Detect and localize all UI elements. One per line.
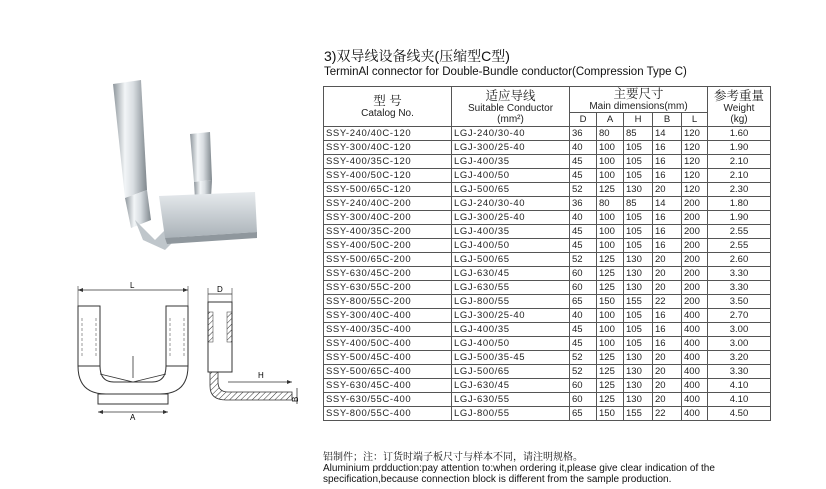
dim-D-cell: 65 [570, 295, 597, 309]
dim-A-cell: 100 [597, 155, 624, 169]
catalog-cell: SSY-400/35C-400 [324, 323, 452, 337]
dim-B-cell: 14 [653, 197, 682, 211]
weight-cell: 3.00 [708, 337, 771, 351]
catalog-cell: SSY-400/50C-400 [324, 337, 452, 351]
header-conductor-en: Suitable Conductor [467, 102, 554, 114]
header-dim-L: L [682, 113, 708, 127]
dim-D-cell: 52 [570, 365, 597, 379]
conductor-cell: LGJ-500/35-45 [452, 351, 570, 365]
section-title-en: TerminAl connector for Double-Bundle conductor(Compression Type C) [324, 66, 687, 78]
weight-cell: 2.70 [708, 309, 771, 323]
catalog-cell: SSY-500/65C-120 [324, 183, 452, 197]
dim-L-cell: 200 [682, 197, 708, 211]
conductor-cell: LGJ-240/30-40 [452, 127, 570, 141]
table-row [324, 323, 771, 337]
dim-D-cell: 45 [570, 239, 597, 253]
dim-A-cell: 125 [597, 253, 624, 267]
dim-D-cell: 40 [570, 309, 597, 323]
dim-A-cell: 100 [597, 239, 624, 253]
dim-L-cell: 200 [682, 267, 708, 281]
weight-cell: 3.30 [708, 365, 771, 379]
dim-L-cell: 120 [682, 155, 708, 169]
header-dims-zh: 主要尺寸 [613, 87, 664, 101]
dim-H-cell: 130 [624, 281, 653, 295]
dim-H-cell: 130 [624, 351, 653, 365]
dim-A-cell: 125 [597, 351, 624, 365]
conductor-cell: LGJ-300/25-40 [452, 211, 570, 225]
table-row [324, 309, 771, 323]
dim-A-cell: 100 [597, 211, 624, 225]
dim-H-cell: 130 [624, 379, 653, 393]
conductor-cell: LGJ-400/35 [452, 323, 570, 337]
table-row [324, 337, 771, 351]
dim-L-cell: 400 [682, 351, 708, 365]
dim-H-cell: 155 [624, 295, 653, 309]
catalog-cell: SSY-240/40C-200 [324, 197, 452, 211]
dim-L-cell: 400 [682, 309, 708, 323]
dim-D-cell: 52 [570, 253, 597, 267]
dim-A-cell: 125 [597, 393, 624, 407]
catalog-cell: SSY-300/40C-400 [324, 309, 452, 323]
catalog-cell: SSY-300/40C-200 [324, 211, 452, 225]
dim-B-cell: 16 [653, 211, 682, 225]
dim-H-cell: 155 [624, 407, 653, 421]
table-row [324, 141, 771, 155]
dim-D-cell: 60 [570, 379, 597, 393]
dim-D-cell: 36 [570, 197, 597, 211]
dim-B-cell: 22 [653, 295, 682, 309]
header-dim-H: H [624, 113, 653, 127]
dim-H-cell: 85 [624, 127, 653, 141]
conductor-cell: LGJ-500/65 [452, 253, 570, 267]
catalog-cell: SSY-500/65C-400 [324, 365, 452, 379]
catalog-cell: SSY-800/55C-200 [324, 295, 452, 309]
conductor-cell: LGJ-400/50 [452, 239, 570, 253]
weight-cell: 1.90 [708, 211, 771, 225]
dim-L-cell: 120 [682, 169, 708, 183]
dim-A-cell: 125 [597, 365, 624, 379]
conductor-cell: LGJ-400/50 [452, 169, 570, 183]
dim-L-cell: 400 [682, 379, 708, 393]
catalog-cell: SSY-400/50C-120 [324, 169, 452, 183]
catalog-cell: SSY-800/55C-400 [324, 407, 452, 421]
dim-D-cell: 60 [570, 281, 597, 295]
side-view-drawing [200, 282, 305, 422]
dim-B-cell: 20 [653, 183, 682, 197]
dim-D-cell: 45 [570, 337, 597, 351]
catalog-cell: SSY-630/45C-400 [324, 379, 452, 393]
table-row [324, 183, 771, 197]
dim-D-cell: 52 [570, 183, 597, 197]
conductor-cell: LGJ-400/35 [452, 155, 570, 169]
catalog-cell: SSY-300/40C-120 [324, 141, 452, 155]
dim-B-cell: 16 [653, 239, 682, 253]
weight-cell: 1.60 [708, 127, 771, 141]
header-catalog [324, 87, 452, 127]
conductor-cell: LGJ-630/55 [452, 281, 570, 295]
spec-table-body [324, 127, 771, 421]
weight-cell: 3.30 [708, 281, 771, 295]
catalog-cell: SSY-400/50C-200 [324, 239, 452, 253]
table-row [324, 295, 771, 309]
dim-B-cell: 20 [653, 253, 682, 267]
dim-D-cell: 60 [570, 393, 597, 407]
header-weight-zh: 参考重量 [713, 88, 764, 103]
header-conductor-unit: (mm²) [497, 113, 524, 125]
dim-B-cell: 16 [653, 141, 682, 155]
dim-A-cell: 150 [597, 407, 624, 421]
dim-H-cell: 130 [624, 365, 653, 379]
footnote-en: Aluminium prdduction:pay attention to:when ordering it,please give clear indication of the specification,because connection block is different from the sample production. [323, 463, 715, 485]
dim-L-cell: 200 [682, 239, 708, 253]
weight-cell: 2.10 [708, 169, 771, 183]
front-view-drawing [70, 282, 200, 422]
dim-B-cell: 16 [653, 169, 682, 183]
catalog-cell: SSY-630/55C-400 [324, 393, 452, 407]
dim-label-D: D [217, 285, 223, 294]
header-dim-D: D [570, 113, 597, 127]
dim-D-cell: 52 [570, 351, 597, 365]
weight-cell: 2.30 [708, 183, 771, 197]
dim-A-cell: 80 [597, 197, 624, 211]
weight-cell: 4.50 [708, 407, 771, 421]
header-weight [708, 87, 771, 127]
dim-L-cell: 200 [682, 281, 708, 295]
dim-D-cell: 40 [570, 211, 597, 225]
weight-cell: 3.00 [708, 323, 771, 337]
weight-cell: 2.55 [708, 239, 771, 253]
catalog-cell: SSY-400/35C-120 [324, 155, 452, 169]
conductor-cell: LGJ-800/55 [452, 407, 570, 421]
dim-L-cell: 200 [682, 253, 708, 267]
conductor-cell: LGJ-300/25-40 [452, 309, 570, 323]
header-conductor-zh: 适应导线 [485, 88, 536, 103]
weight-cell: 4.10 [708, 393, 771, 407]
dim-A-cell: 125 [597, 281, 624, 295]
dim-label-H: H [258, 371, 264, 380]
dim-label-L: L [130, 282, 135, 290]
dim-D-cell: 36 [570, 127, 597, 141]
dim-B-cell: 14 [653, 127, 682, 141]
conductor-cell: LGJ-500/65 [452, 183, 570, 197]
table-row [324, 239, 771, 253]
header-weight-unit: (kg) [730, 113, 748, 125]
weight-cell: 3.20 [708, 351, 771, 365]
table-row [324, 155, 771, 169]
table-row [324, 365, 771, 379]
catalog-cell: SSY-500/65C-200 [324, 253, 452, 267]
dim-H-cell: 105 [624, 309, 653, 323]
weight-cell: 2.55 [708, 225, 771, 239]
dim-B-cell: 20 [653, 267, 682, 281]
table-row [324, 197, 771, 211]
dim-H-cell: 85 [624, 197, 653, 211]
table-row [324, 351, 771, 365]
table-row [324, 407, 771, 421]
header-dim-B: B [653, 113, 682, 127]
dim-B-cell: 20 [653, 365, 682, 379]
dim-H-cell: 105 [624, 169, 653, 183]
dim-A-cell: 125 [597, 379, 624, 393]
table-row [324, 211, 771, 225]
dim-A-cell: 100 [597, 323, 624, 337]
header-catalog-zh: 型 号 [373, 94, 402, 108]
table-row [324, 127, 771, 141]
dim-A-cell: 125 [597, 267, 624, 281]
table-row [324, 379, 771, 393]
dim-L-cell: 120 [682, 183, 708, 197]
dim-B-cell: 16 [653, 309, 682, 323]
catalog-cell: SSY-630/45C-200 [324, 267, 452, 281]
dim-H-cell: 105 [624, 323, 653, 337]
weight-cell: 3.30 [708, 267, 771, 281]
dim-D-cell: 60 [570, 267, 597, 281]
header-dimensions [570, 87, 708, 113]
dim-label-A: A [130, 413, 136, 422]
conductor-cell: LGJ-400/50 [452, 337, 570, 351]
weight-cell: 1.90 [708, 141, 771, 155]
table-row [324, 393, 771, 407]
table-row [324, 253, 771, 267]
dim-H-cell: 130 [624, 253, 653, 267]
spec-table [323, 86, 771, 421]
header-weight-en: Weight [723, 102, 755, 114]
catalog-cell: SSY-500/45C-400 [324, 351, 452, 365]
conductor-cell: LGJ-630/45 [452, 267, 570, 281]
conductor-cell: LGJ-630/55 [452, 393, 570, 407]
dim-L-cell: 120 [682, 127, 708, 141]
header-conductor [452, 87, 570, 127]
table-row [324, 225, 771, 239]
conductor-cell: LGJ-500/65 [452, 365, 570, 379]
product-photo [95, 70, 275, 270]
dim-L-cell: 400 [682, 365, 708, 379]
dim-H-cell: 130 [624, 393, 653, 407]
dim-A-cell: 150 [597, 295, 624, 309]
weight-cell: 2.60 [708, 253, 771, 267]
weight-cell: 4.10 [708, 379, 771, 393]
dim-A-cell: 80 [597, 127, 624, 141]
weight-cell: 2.10 [708, 155, 771, 169]
weight-cell: 3.50 [708, 295, 771, 309]
conductor-cell: LGJ-630/45 [452, 379, 570, 393]
dim-D-cell: 45 [570, 323, 597, 337]
dim-D-cell: 65 [570, 407, 597, 421]
footnote-zh: 铝制件；注：订货时端子板尺寸与样本不同，请注明规格。 [323, 452, 583, 463]
dim-label-B: B [291, 396, 300, 402]
dim-B-cell: 16 [653, 225, 682, 239]
dim-B-cell: 20 [653, 379, 682, 393]
dim-H-cell: 105 [624, 225, 653, 239]
table-row [324, 281, 771, 295]
dim-B-cell: 22 [653, 407, 682, 421]
footnote [323, 452, 793, 485]
conductor-cell: LGJ-800/55 [452, 295, 570, 309]
dim-B-cell: 20 [653, 351, 682, 365]
dim-H-cell: 130 [624, 267, 653, 281]
dim-H-cell: 105 [624, 211, 653, 225]
dim-L-cell: 120 [682, 141, 708, 155]
dim-H-cell: 130 [624, 183, 653, 197]
dim-D-cell: 45 [570, 155, 597, 169]
dim-L-cell: 200 [682, 211, 708, 225]
dim-A-cell: 100 [597, 225, 624, 239]
dim-H-cell: 105 [624, 337, 653, 351]
header-catalog-en: Catalog No. [361, 108, 414, 119]
dim-A-cell: 100 [597, 309, 624, 323]
dim-D-cell: 45 [570, 169, 597, 183]
weight-cell: 1.80 [708, 197, 771, 211]
dim-B-cell: 16 [653, 337, 682, 351]
header-dims-en: Main dimensions(mm) [589, 101, 688, 112]
table-row [324, 267, 771, 281]
dim-B-cell: 16 [653, 323, 682, 337]
dim-H-cell: 105 [624, 141, 653, 155]
catalog-cell: SSY-630/55C-200 [324, 281, 452, 295]
conductor-cell: LGJ-240/30-40 [452, 197, 570, 211]
dim-L-cell: 200 [682, 225, 708, 239]
dim-B-cell: 20 [653, 281, 682, 295]
header-dim-A: A [597, 113, 624, 127]
conductor-cell: LGJ-300/25-40 [452, 141, 570, 155]
dim-A-cell: 125 [597, 183, 624, 197]
dim-A-cell: 100 [597, 169, 624, 183]
conductor-cell: LGJ-400/35 [452, 225, 570, 239]
table-row [324, 169, 771, 183]
section-title-zh: 3)双导线设备线夹(压缩型C型) [324, 48, 510, 64]
dim-A-cell: 100 [597, 337, 624, 351]
dim-D-cell: 45 [570, 225, 597, 239]
catalog-cell: SSY-400/35C-200 [324, 225, 452, 239]
dim-L-cell: 400 [682, 323, 708, 337]
dim-L-cell: 200 [682, 295, 708, 309]
dim-H-cell: 105 [624, 239, 653, 253]
dim-B-cell: 20 [653, 393, 682, 407]
dim-D-cell: 40 [570, 141, 597, 155]
dim-B-cell: 16 [653, 155, 682, 169]
dim-L-cell: 400 [682, 393, 708, 407]
dim-H-cell: 105 [624, 155, 653, 169]
dim-L-cell: 400 [682, 337, 708, 351]
dim-L-cell: 400 [682, 407, 708, 421]
dim-A-cell: 100 [597, 141, 624, 155]
catalog-cell: SSY-240/40C-120 [324, 127, 452, 141]
